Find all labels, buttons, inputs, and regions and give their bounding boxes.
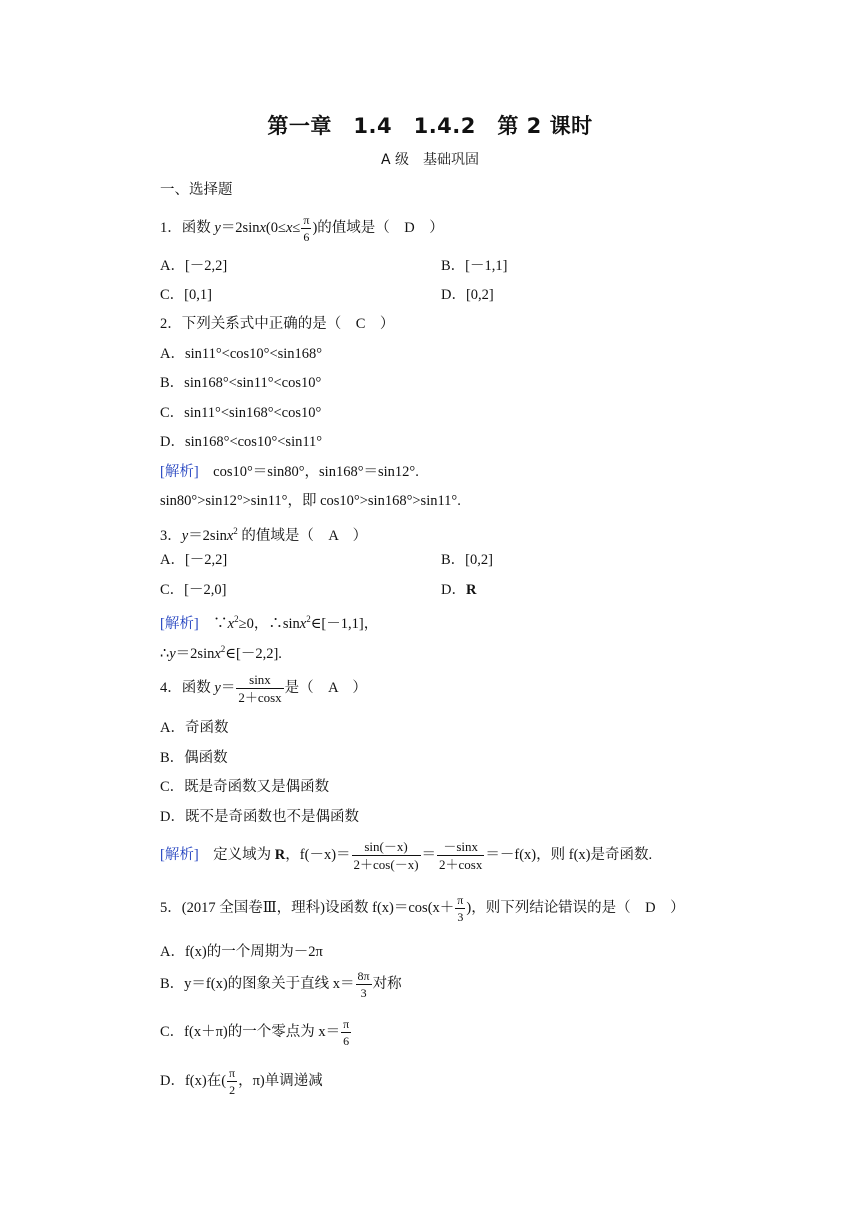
question-4-option-b: B．偶函数 <box>160 750 228 766</box>
question-2-option-c: C．sin11°<sin168°<cos10° <box>160 405 322 421</box>
level-subtitle: A 级 基础巩固 <box>380 152 480 168</box>
fraction-pi-over-2: $\frac{\pi}{2}$ <box>229 1066 236 1098</box>
question-5-option-d: D．f(x)在( $\frac{\pi}{2}$ ，π)单调递减 <box>160 1066 323 1098</box>
question-3-option-d: D．R <box>441 582 477 598</box>
question-2-explanation-line-1: [解析] cos10°＝sin80°，sin168°＝sin12°. <box>160 464 419 480</box>
question-1-option-d: D．[0,2] <box>441 287 494 303</box>
question-2-stem: 2．下列关系式中正确的是（ C ） <box>160 316 395 332</box>
question-4-explanation: [解析] 定义域为 R，f(－x)＝ $\frac{\sin(-x)}{2+\cos(-x)}$ ＝ $\frac{-\sin x}{2+\cos x}$ ＝－f(x)，则 f(x)是奇函数. <box>160 839 653 873</box>
fraction-pi-over-3: $\frac{\pi}{3}$ <box>457 893 464 925</box>
question-4-option-d: D．既不是奇函数也不是偶函数 <box>160 809 359 825</box>
question-2-explanation-line-2: sin80°>sin12°>sin11°，即 cos10°>sin168°>sin11°. <box>160 493 461 509</box>
question-5-option-b: B．y＝f(x)的图象关于直线 x＝ $\frac{8\pi}{3}$ 对称 <box>160 969 402 1001</box>
question-3-option-b: B．[0,2] <box>441 552 493 568</box>
question-1-option-a: A．[－2,2] <box>160 258 228 274</box>
explanation-label: [解析] <box>160 464 199 480</box>
fraction-pi-over-6: $\frac{\pi}{6}$ <box>343 1017 350 1049</box>
question-5-option-a: A．f(x)的一个周期为－2π <box>160 944 323 960</box>
question-1-stem: 1．函数 y＝2sinx(0≤x≤ $\frac{\pi}{6}$ )的值域是（ D ） <box>160 213 444 244</box>
explanation-label: [解析] <box>160 847 199 863</box>
fraction-sin-neg-x: $\frac{\sin(-x)}{2+\cos(-x)}$ <box>353 839 419 873</box>
fraction-sinx-over-2-plus-cosx: $\frac{\sin x}{2+\cos x}$ <box>238 672 282 706</box>
question-4-option-c: C．既是奇函数又是偶函数 <box>160 779 330 795</box>
question-3-explanation-line-2: ∴y＝2sinx$^2$∈[－2,2]. <box>160 644 282 662</box>
question-5-stem: 5．(2017 全国卷Ⅲ，理科)设函数 f(x)＝cos(x＋ $\frac{\pi}{3}$ )，则下列结论错误的是（ D ） <box>160 893 685 925</box>
question-2-option-b: B．sin168°<sin11°<cos10° <box>160 375 322 391</box>
question-1-option-b: B．[－1,1] <box>441 258 508 274</box>
question-4-stem: 4．函数 y＝ $\frac{\sin x}{2+\cos x}$ 是（ A ） <box>160 672 367 706</box>
explanation-label: [解析] <box>160 616 199 632</box>
fraction-pi-over-6: $\frac{\pi}{6}$ <box>303 213 310 244</box>
fraction-neg-sinx: $\frac{-\sin x}{2+\cos x}$ <box>439 839 483 873</box>
question-5-option-c: C．f(x＋π)的一个零点为 x＝ $\frac{\pi}{6}$ <box>160 1017 350 1049</box>
question-3-stem: 3．y＝2sinx$^2$ 的值域是（ A ） <box>160 526 368 544</box>
fraction-8pi-over-3: $\frac{8\pi}{3}$ <box>357 969 370 1001</box>
question-4-option-a: A．奇函数 <box>160 720 229 736</box>
question-3-explanation-line-1: [解析] $\because x^2\ge 0$，∴sinx$^2$∈[－1,1]， <box>160 614 379 632</box>
question-2-option-a: A．sin11°<cos10°<sin168° <box>160 346 323 362</box>
question-1-option-c: C．[0,1] <box>160 287 212 303</box>
question-2-option-d: D．sin168°<cos10°<sin11° <box>160 434 323 450</box>
section-heading: 一、选择题 <box>160 182 233 198</box>
question-3-option-c: C．[－2,0] <box>160 582 227 598</box>
question-3-option-a: A．[－2,2] <box>160 552 228 568</box>
page-title: 第一章 1.4 1.4.2 第 2 课时 <box>267 114 593 138</box>
